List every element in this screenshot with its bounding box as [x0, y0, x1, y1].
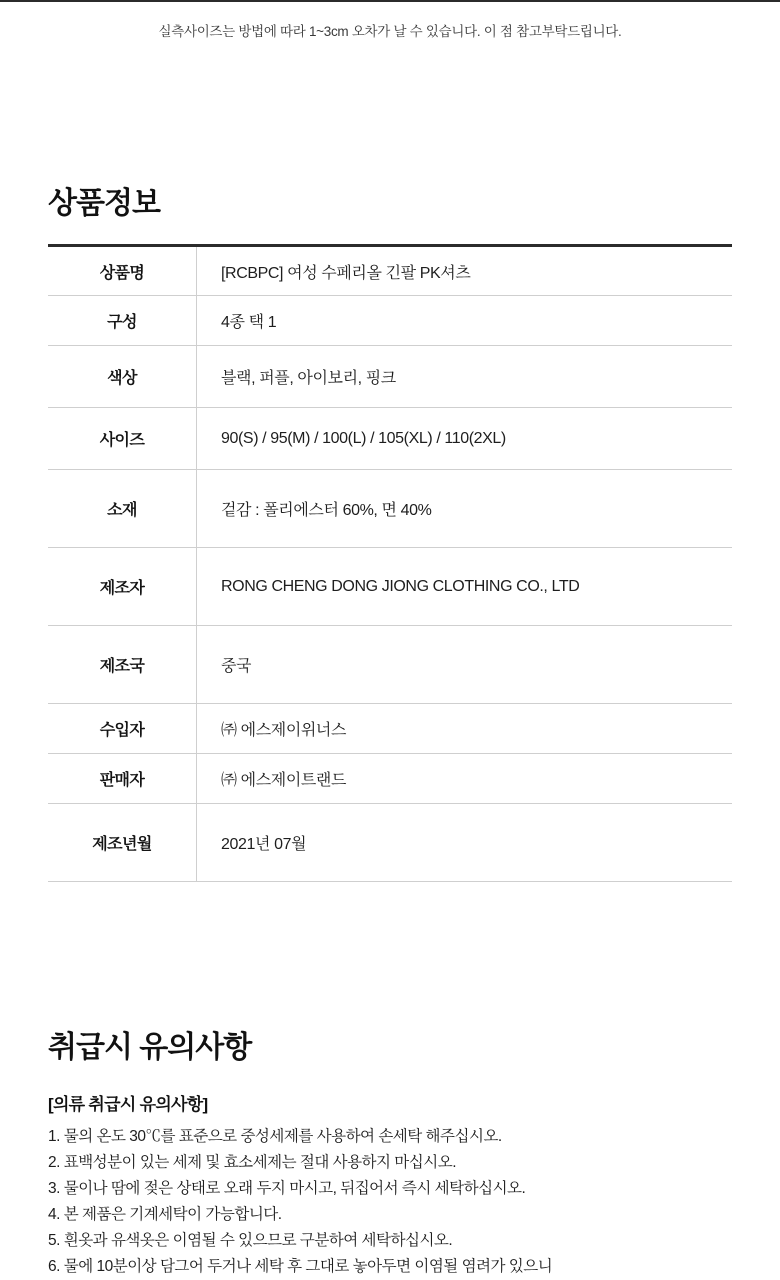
- table-row: [48, 704, 732, 754]
- row-label: 소재: [48, 470, 197, 548]
- care-instruction-list: [48, 1124, 748, 1280]
- list-item: 4. 본 제품은 기계세탁이 가능합니다.: [48, 1206, 282, 1223]
- row-value: 90(S) / 95(M) / 100(L) / 105(XL) / 110(2XL): [221, 429, 506, 447]
- list-item: 3. 물이나 땀에 젖은 상태로 오래 두지 마시고, 뒤집어서 즉시 세탁하십시오.: [48, 1180, 526, 1197]
- row-value: [RCBPC] 여성 수페리올 긴팔 PK셔츠: [221, 264, 471, 282]
- row-value: 블랙, 퍼플, 아이보리, 핑크: [221, 370, 396, 387]
- care-section-title: 취급시 유의사항: [48, 1031, 252, 1064]
- table-row: [48, 470, 732, 548]
- row-label: 제조국: [48, 626, 197, 704]
- row-value: 중국: [221, 658, 252, 675]
- row-label: 제조년월: [48, 804, 197, 882]
- row-label: 구성: [48, 296, 197, 346]
- table-row: [48, 296, 732, 346]
- table-row: [48, 346, 732, 408]
- row-value: ㈜ 에스제이트랜드: [221, 772, 347, 789]
- page-title: 상품정보: [48, 187, 160, 220]
- row-label: 색상: [48, 346, 197, 408]
- table-row: [48, 626, 732, 704]
- product-info-table: [48, 244, 732, 882]
- row-value: 4종 택 1: [221, 314, 277, 331]
- row-label: 제조자: [48, 548, 197, 626]
- list-item: 6. 물에 10분이상 담그어 두거나 세탁 후 그대로 놓아두면 이염될 염려가 있으니: [48, 1258, 553, 1275]
- table-row: [48, 804, 732, 882]
- row-value: RONG CHENG DONG JIONG CLOTHING CO., LTD: [221, 577, 580, 595]
- row-label: 사이즈: [48, 408, 197, 470]
- top-divider: [0, 0, 780, 2]
- list-item: 5. 흰옷과 유색옷은 이염될 수 있으므로 구분하여 세탁하십시오.: [48, 1232, 453, 1249]
- care-subtitle: [의류 취급시 유의사항]: [48, 1095, 208, 1114]
- row-label: 수입자: [48, 704, 197, 754]
- list-item: 2. 표백성분이 있는 세제 및 효소세제는 절대 사용하지 마십시오.: [48, 1154, 457, 1171]
- row-label: 상품명: [48, 246, 197, 296]
- row-value: 2021년 07월: [221, 836, 307, 853]
- table-row: [48, 246, 732, 296]
- row-label: 판매자: [48, 754, 197, 804]
- measurement-notice: 실측사이즈는 방법에 따라 1~3cm 오차가 날 수 있습니다. 이 점 참고부탁드립니다.: [158, 24, 622, 39]
- list-item: 1. 물의 온도 30℃를 표준으로 중성세제를 사용하여 손세탁 해주십시오.: [48, 1128, 502, 1145]
- table-row: [48, 754, 732, 804]
- table-row: [48, 548, 732, 626]
- table-row: [48, 408, 732, 470]
- row-value: 겉감 : 폴리에스터 60%, 면 40%: [221, 502, 432, 519]
- row-value: ㈜ 에스제이위너스: [221, 722, 347, 739]
